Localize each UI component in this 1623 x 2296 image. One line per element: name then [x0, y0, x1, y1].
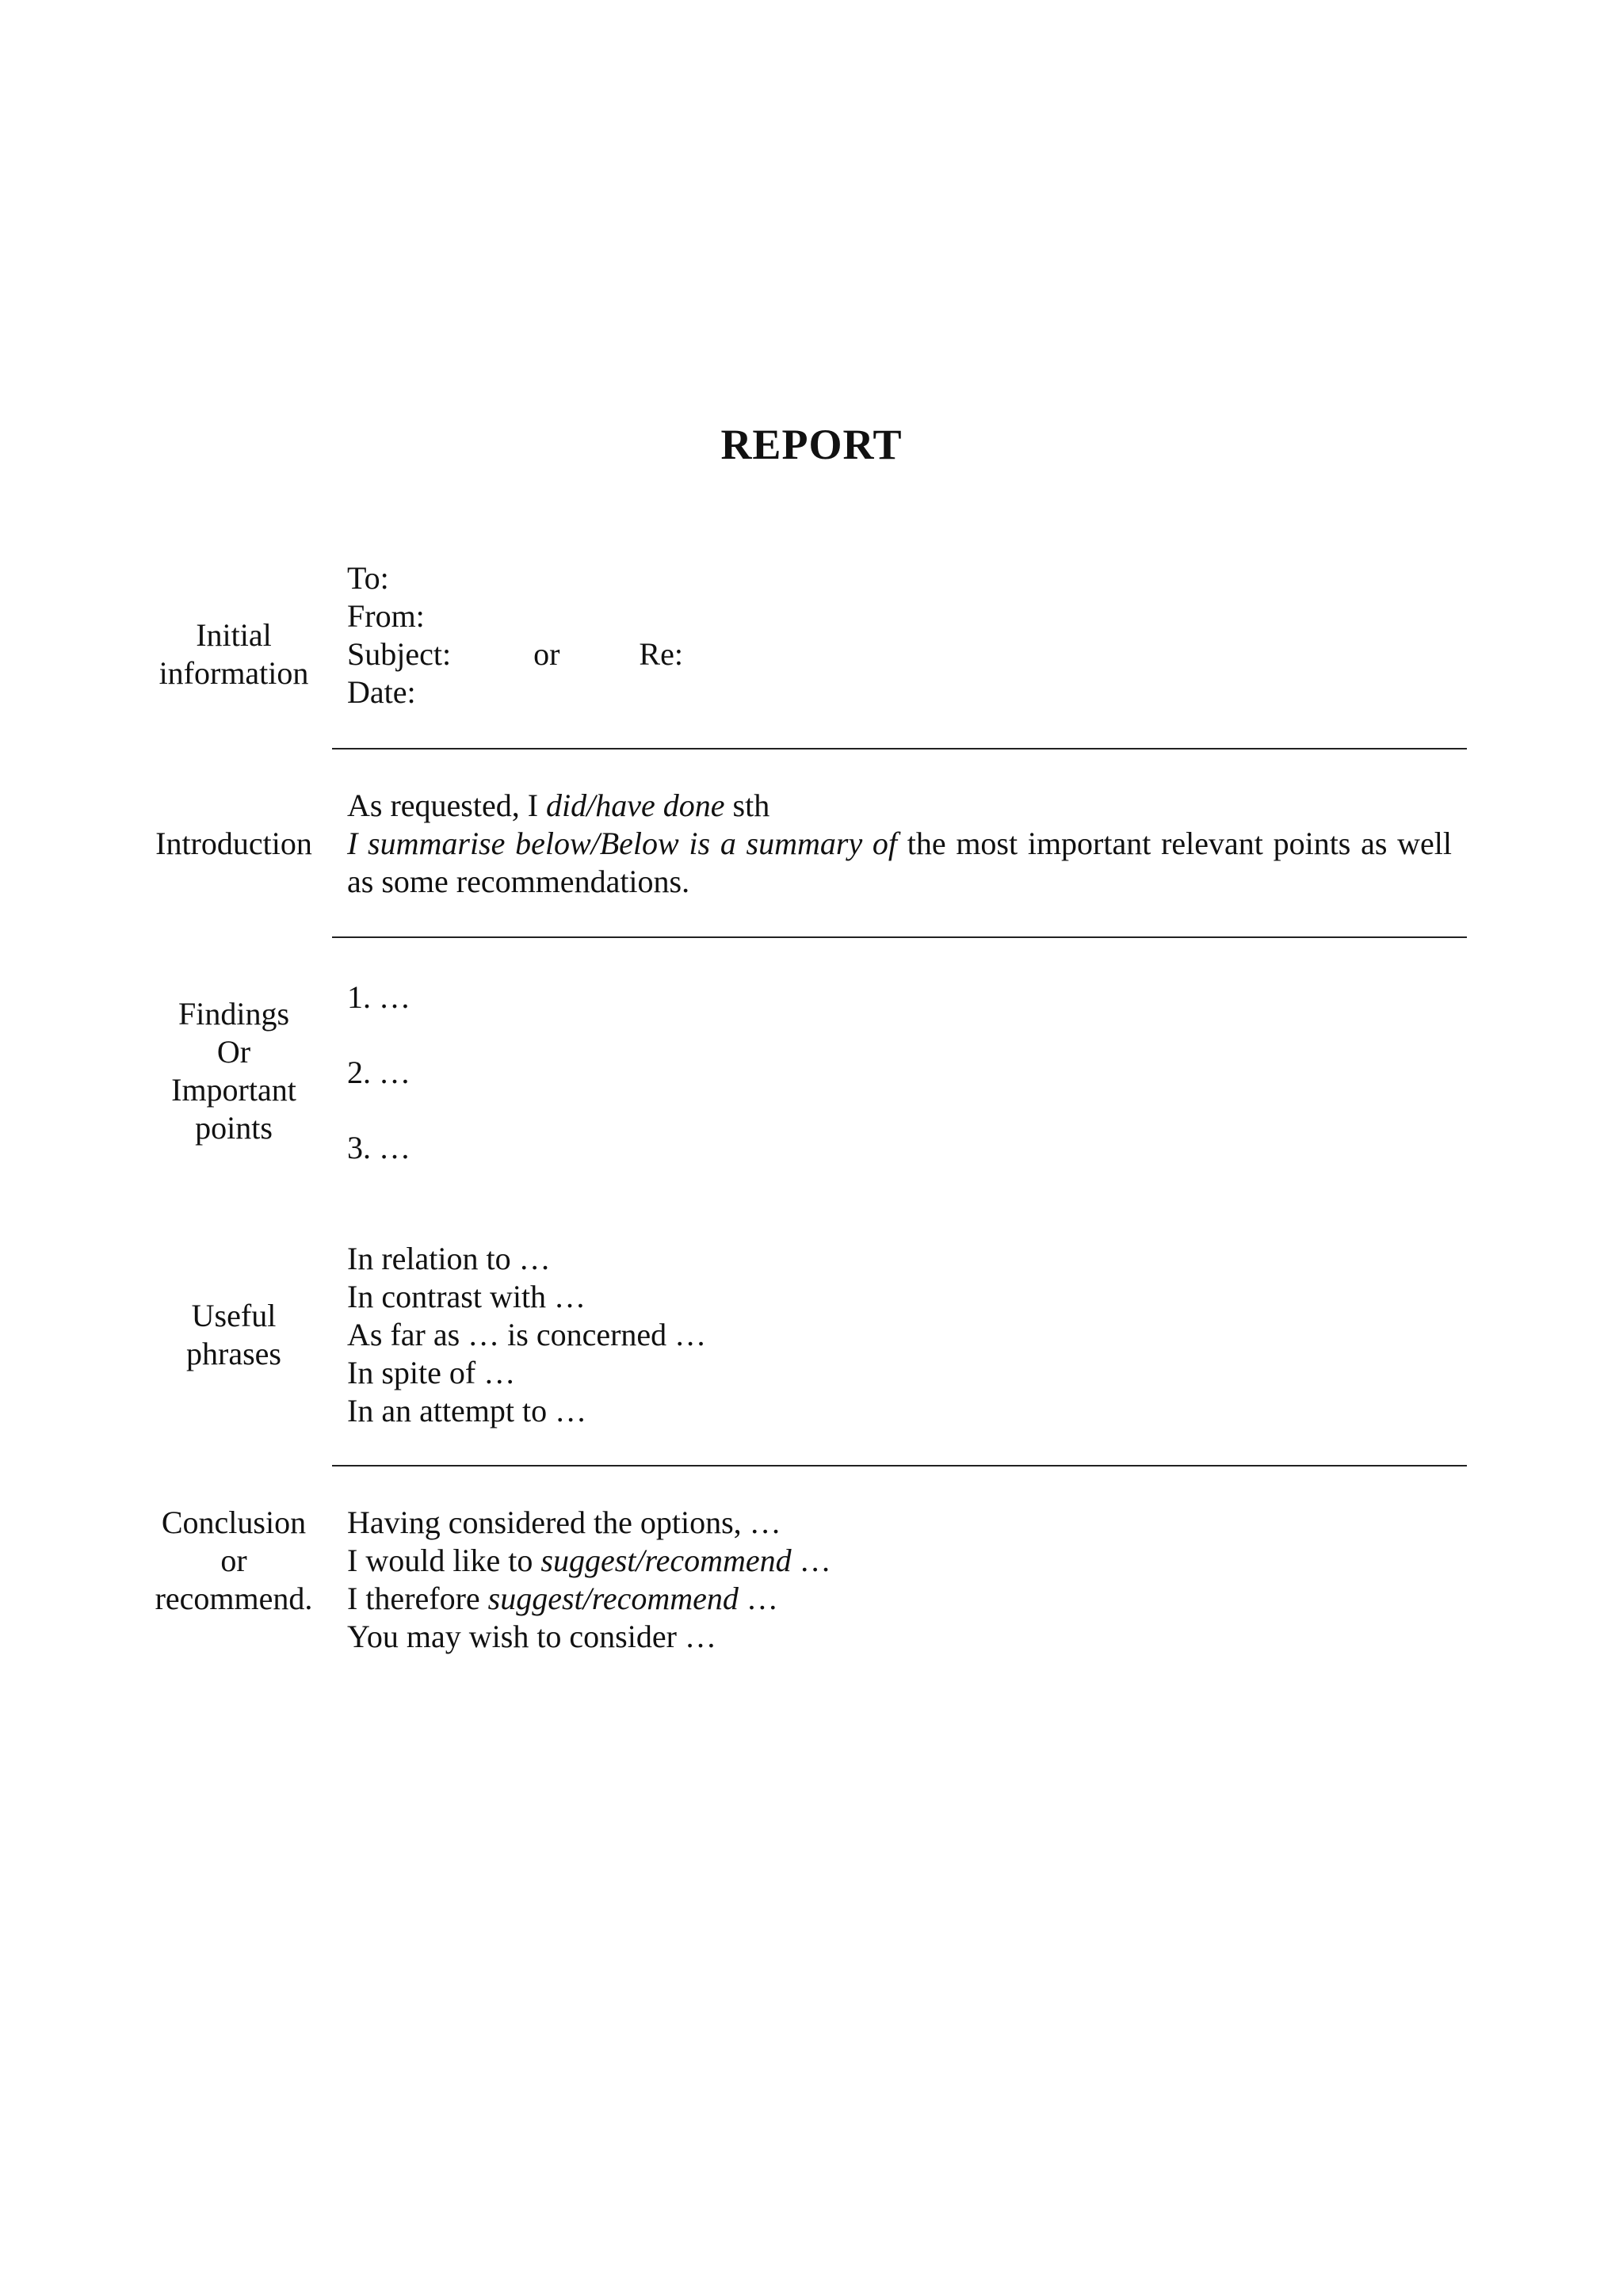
label-line: points [195, 1110, 273, 1146]
section-label-useful-phrases [143, 1297, 325, 1373]
introduction-block [347, 787, 1457, 901]
text-span: I therefore [347, 1581, 488, 1616]
list-item: 3. … [347, 1130, 411, 1165]
initial-information-block [347, 559, 1457, 711]
list-item: In relation to … [347, 1241, 551, 1276]
section-divider [332, 936, 1467, 938]
italic-phrase: suggest/recommend [540, 1543, 792, 1578]
conclusion-line [347, 1580, 1457, 1618]
text-span: I would like to [347, 1543, 541, 1578]
text-span: As requested, I [347, 788, 547, 823]
label-line: Useful [191, 1298, 277, 1333]
text-span: … [791, 1543, 831, 1578]
section-label-conclusion [143, 1504, 325, 1618]
label-line: Conclusion [161, 1505, 307, 1540]
label-line: phrases [186, 1336, 281, 1371]
re-field-label: Re: [639, 636, 683, 672]
conclusion-line: You may wish to consider … [347, 1619, 716, 1654]
section-label-findings [143, 995, 325, 1147]
date-field-label: Date: [347, 674, 416, 710]
label-line: information [158, 655, 309, 691]
label-line: recommend. [155, 1581, 313, 1616]
label-line: or [220, 1543, 247, 1578]
label-line: Important [171, 1072, 296, 1108]
italic-phrase: did/have done [546, 788, 725, 823]
list-item: 2. … [347, 1055, 411, 1090]
conclusion-block [347, 1504, 1457, 1656]
list-item: In an attempt to … [347, 1393, 587, 1428]
text-span: sth [724, 788, 770, 823]
section-divider [332, 748, 1467, 749]
italic-phrase: I summarise below/Below is a summary of [347, 826, 898, 861]
italic-phrase: suggest/recommend [487, 1581, 739, 1616]
section-label-initial-information [143, 616, 325, 692]
useful-phrases-list [347, 1240, 1457, 1430]
page-title: REPORT [720, 421, 903, 468]
text-span: the most important relevant points as well as some recommendations. [347, 826, 1452, 899]
section-label-introduction: Introduction [155, 826, 312, 861]
text-span: … [738, 1581, 778, 1616]
from-field-label: From: [347, 598, 425, 634]
list-item: 1. … [347, 979, 411, 1015]
to-field-label: To: [347, 560, 389, 596]
introduction-paragraph [347, 825, 1452, 901]
label-line: Initial [196, 617, 272, 653]
section-divider [332, 1465, 1467, 1466]
list-item: As far as … is concerned … [347, 1317, 707, 1352]
subject-field-label: Subject: [347, 636, 452, 672]
conclusion-line [347, 1542, 1457, 1580]
label-line: Findings [178, 996, 290, 1032]
list-item: In spite of … [347, 1355, 516, 1390]
subject-line [347, 635, 1457, 673]
introduction-line [347, 787, 1457, 825]
conclusion-line: Having considered the options, … [347, 1505, 781, 1540]
or-connector: or [533, 636, 560, 672]
list-item: In contrast with … [347, 1279, 586, 1314]
label-line: Or [216, 1034, 251, 1070]
findings-list [347, 978, 1457, 1167]
